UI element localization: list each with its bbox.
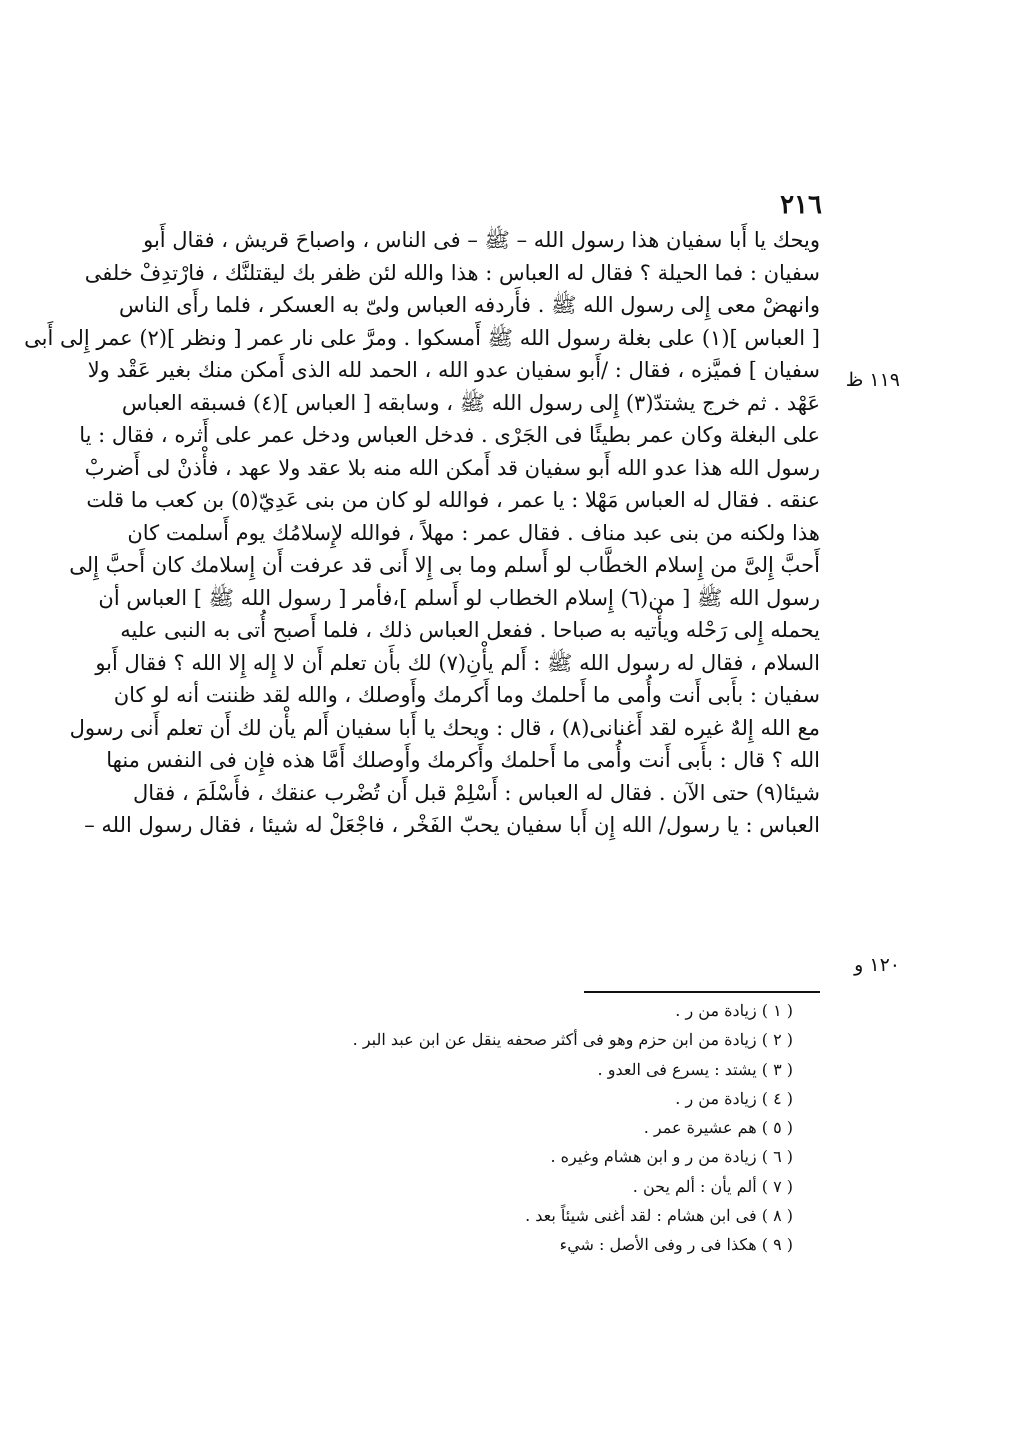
text-line: أَحبَّ إِلىَّ من إِسلام الخطَّاب لو أَسلم وما بى إِلا أَنى قد عرفت أَن إِسلامك كان أَحبَّ إِلى xyxy=(69,553,820,577)
main-text-body xyxy=(24,224,820,842)
footnote: ( ١ ) زيادة من ر . xyxy=(675,1001,793,1020)
text-line: يحمله إِلى رَحْله ويأْتيه به صباحا . ففعل العباس ذلك ، فلما أَصبح أُتى به النبى عليه xyxy=(120,618,820,642)
text-line: ويحك يا أَبا سفيان هذا رسول الله – ﷺ – فى الناس ، واصباحَ قريش ، فقال أَبو xyxy=(143,228,820,252)
text-line: السلام ، فقال له رسول الله ﷺ : أَلم يأْنِ(٧) لك بأَن تعلم أَن لا إِله إِلا الله ؟ فقال أَبو xyxy=(95,650,820,675)
footnote: ( ٨ ) فى ابن هشام : لقد أغنى شيئاً بعد . xyxy=(525,1206,793,1226)
footnote: ( ٤ ) زيادة من ر . xyxy=(675,1088,793,1108)
footnotes xyxy=(300,996,793,1260)
text-line: رسول الله ﷺ [ من(٦) إِسلام الخطاب لو أَسلم ]،فأمر [ رسول الله ﷺ ] العباس أن xyxy=(98,585,820,610)
text-line: سفيان : بأَبى أَنت وأُمى ما أَحلمك وما أَكرمك وأَوصلك ، والله لقد ظننت أنه لو كان xyxy=(113,683,820,707)
text-line: سفيان : فما الحيلة ؟ فقال له العباس : هذا والله لئن ظفر بك ليقتلنَّك ، فارْتدِفْ خلفى xyxy=(84,260,820,285)
footnote: ( ٢ ) زيادة من ابن حزم وهو فى أكثر صحفه ينقل عن ابن عبد البر . xyxy=(352,1030,793,1050)
text-line: مع الله إِلهٌ غيره لقد أَغنانى(٨) ، قال : ويحك يا أَبا سفيان أَلم يأْن لك أَن تعلم أَنى رسول xyxy=(69,715,820,740)
text-line: وانهضْ معى إِلى رسول الله ﷺ . فأَردفه العباس ولىّ به العسكر ، فلما رأَى الناس xyxy=(118,293,820,317)
footnote: ( ٧ ) ألم يأن : ألم يحن . xyxy=(632,1176,793,1196)
text-line: عنقه . فقال له العباس مَهْلا : يا عمر ، فوالله لو كان من بنى عَدِيّ(٥) بن كعب ما قلت xyxy=(86,488,820,512)
text-line: رسول الله هذا عدو الله أَبو سفيان قد أَمكن الله منه بلا عقد ولا عهد ، فأْذنْ لى أَضربْ xyxy=(84,455,820,480)
page-number: ٢١٦ xyxy=(780,190,822,220)
text-line: سفيان ] فميَّزه ، فقال : /أَبو سفيان عدو الله ، الحمد لله الذى أَمكن منك بغير عَقْد ولا xyxy=(87,358,820,382)
footnote: ( ٥ ) هم عشيرة عمر . xyxy=(643,1118,793,1138)
text-line: العباس : يا رسول/ الله إِن أَبا سفيان يحبّ الفَخْر ، فاجْعَلْ له شيئا ، فقال رسول الله – xyxy=(84,813,820,837)
text-line: على البغلة وكان عمر بطيئًا فى الجَرْى . فدخل العباس ودخل عمر على أَثره ، فقال : يا xyxy=(79,423,820,447)
text-line: شيئا(٩) حتى الآن . فقال له العباس : أَسْلِمْ قبل أَن تُضْرب عنقك ، فأَسْلَمَ ، فقال xyxy=(133,780,820,805)
text-line: هذا ولكنه من بنى عبد مناف . فقال عمر : مهلاً ، فوالله لإِسلامُك يوم أَسلمت كان xyxy=(127,520,820,545)
margin-note-folio-119: ١١٩ ظ xyxy=(845,369,900,391)
text-line: [ العباس ](١) على بغلة رسول الله ﷺ أَمسكوا . ومرَّ على نار عمر [ ونظر ](٢) عمر إِلى أَبى xyxy=(24,325,820,350)
footnote: ( ٩ ) هكذا فى ر وفى الأصل : شيء xyxy=(559,1235,793,1255)
footnote: ( ٣ ) يشتد : يسرع فى العدو . xyxy=(597,1059,793,1079)
footnote: ( ٦ ) زيادة من ر و ابن هشام وغيره . xyxy=(550,1147,793,1167)
margin-note-folio-120: ١٢٠ و xyxy=(854,954,900,976)
text-line: الله ؟ قال : بأَبى أَنت وأُمى ما أَحلمك وأَكرمك وأَوصلك أَمَّا هذه فإِن فى النفس منها xyxy=(106,748,820,772)
footnote-divider xyxy=(584,991,820,993)
text-line: عَهْد . ثم خرج يشتدّ(٣) إِلى رسول الله ﷺ ، وسابقه [ العباس ](٤) فسبقه العباس xyxy=(121,390,820,415)
